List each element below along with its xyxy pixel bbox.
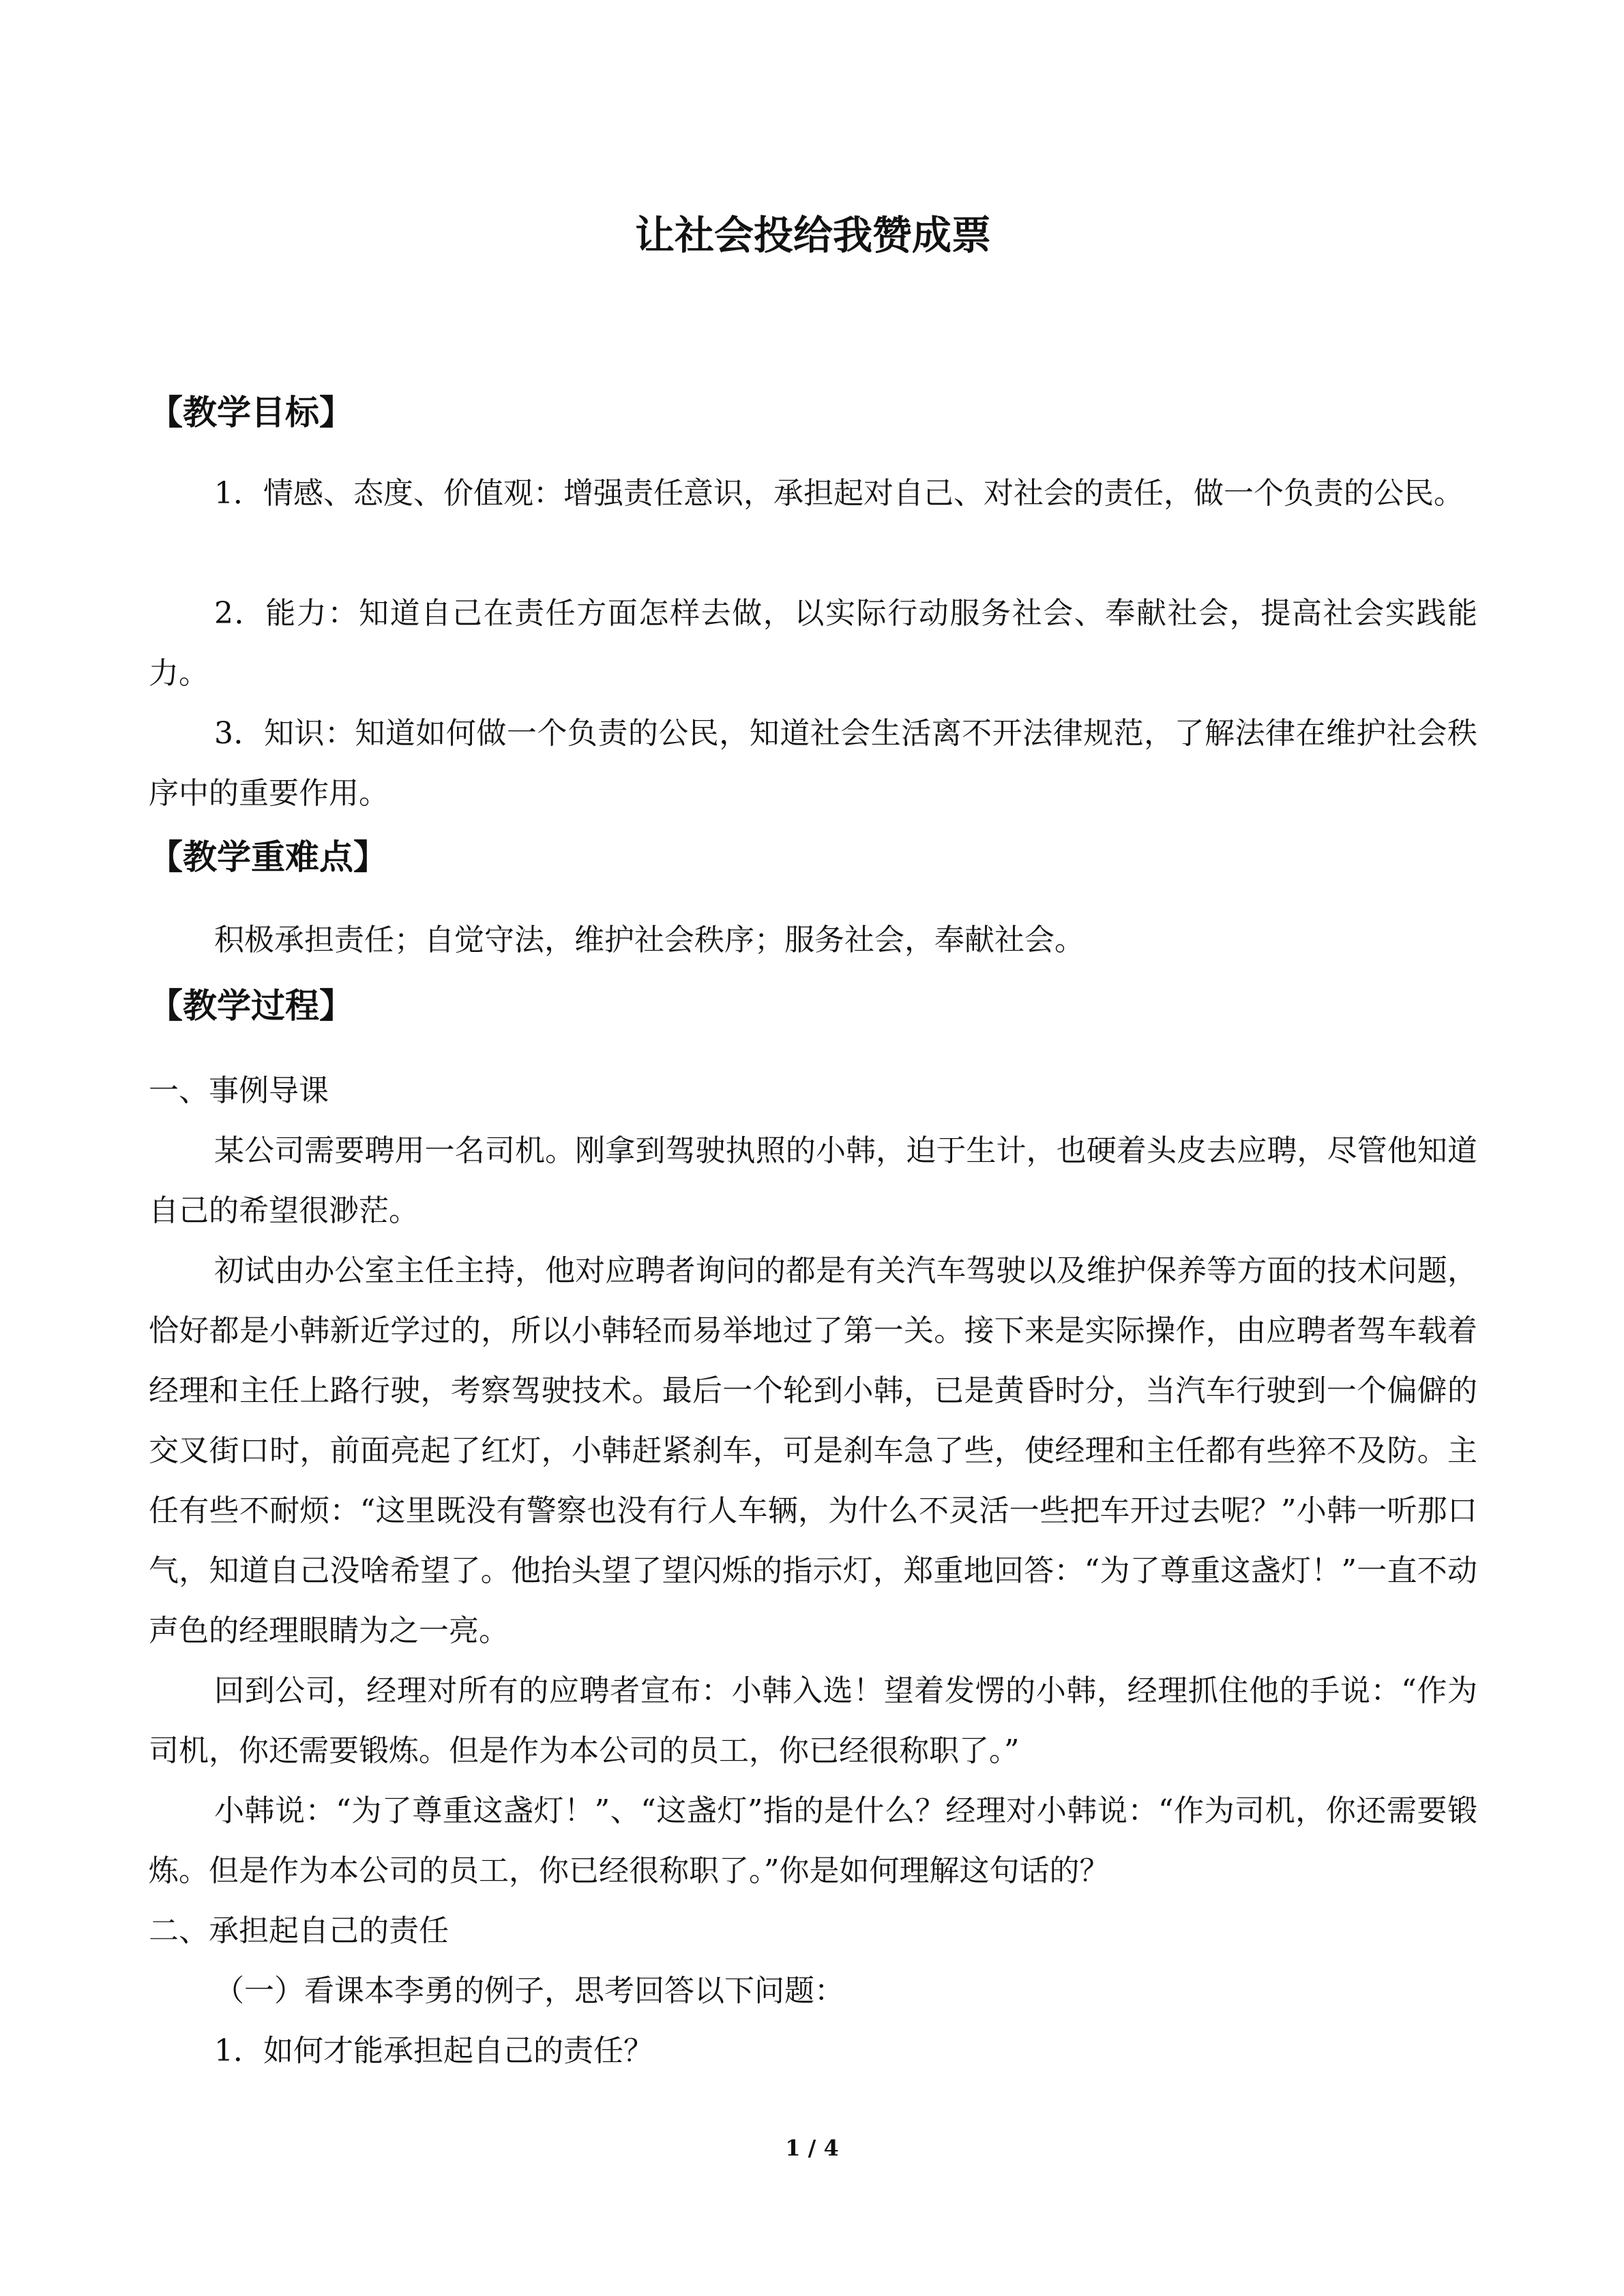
key-points-text: 积极承担责任；自觉守法，维护社会秩序；服务社会，奉献社会。 [214,923,1084,957]
process-part2-subtitle: （一）看课本李勇的例子，思考回答以下问题： [214,1973,844,2008]
process-part1-title: 一、事例导课 [149,1073,329,1108]
section-heading-key-points: 【教学重难点】 [149,837,387,877]
story-paragraph-1: 某公司需要聘用一名司机。刚拿到驾驶执照的小韩，迫于生计，也硬着头皮去应聘，尽管他知道自己的希望很渺茫。 [149,1133,1477,1228]
objective-item-3: 3．知识：知道如何做一个负责的公民，知道社会生活离不开法律规范，了解法律在维护社会秩序中的重要作用。 [149,716,1477,811]
story-paragraph-4: 小韩说：“为了尊重这盏灯！”、“这盏灯”指的是什么？经理对小韩说：“作为司机，你还需要锻炼。但是作为本公司的员工，你已经很称职了。”你是如何理解这句话的？ [149,1793,1477,1888]
process-part2-question-1: 1．如何才能承担起自己的责任？ [214,2033,653,2068]
story-paragraph-3: 回到公司，经理对所有的应聘者宣布：小韩入选！望着发愣的小韩，经理抓住他的手说：“作为司机，你还需要锻炼。但是作为本公司的员工，你已经很称职了。” [149,1673,1477,1768]
process-part2-title: 二、承担起自己的责任 [149,1913,449,1948]
story-paragraph-2: 初试由办公室主任主持，他对应聘者询问的都是有关汽车驾驶以及维护保养等方面的技术问题，恰好都是小韩新近学过的，所以小韩轻而易举地过了第一关。接下来是实际操作，由应聘者驾车载着经理和主任上路行驶，考察驾驶技术。最后一个轮到小韩，已是黄昏时分，当汽车行驶到一个偏僻的交叉街口时，前面亮起了红灯，小韩赶紧刹车，可是刹车急了些，使经理和主任都有些猝不及防。主任有些不耐烦：“这里既没有警察也没有行人车辆，为什么不灵活一些把车开过去呢？”小韩一听那口气，知道自己没啥希望了。他抬头望了望闪烁的指示灯，郑重地回答：“为了尊重这盏灯！”一直不动声色的经理眼睛为之一亮。 [149,1253,1477,1648]
objective-item-2: 2．能力：知道自己在责任方面怎样去做，以实际行动服务社会、奉献社会，提高社会实践能力。 [149,596,1477,691]
page-number: 1 / 4 [785,2135,839,2161]
objective-item-1: 1．情感、态度、价值观：增强责任意识，承担起对自己、对社会的责任，做一个负责的公民。 [214,476,1464,511]
document-title: 让社会投给我赞成票 [634,212,991,258]
section-heading-objectives: 【教学目标】 [149,393,353,432]
section-heading-process: 【教学过程】 [149,986,353,1026]
